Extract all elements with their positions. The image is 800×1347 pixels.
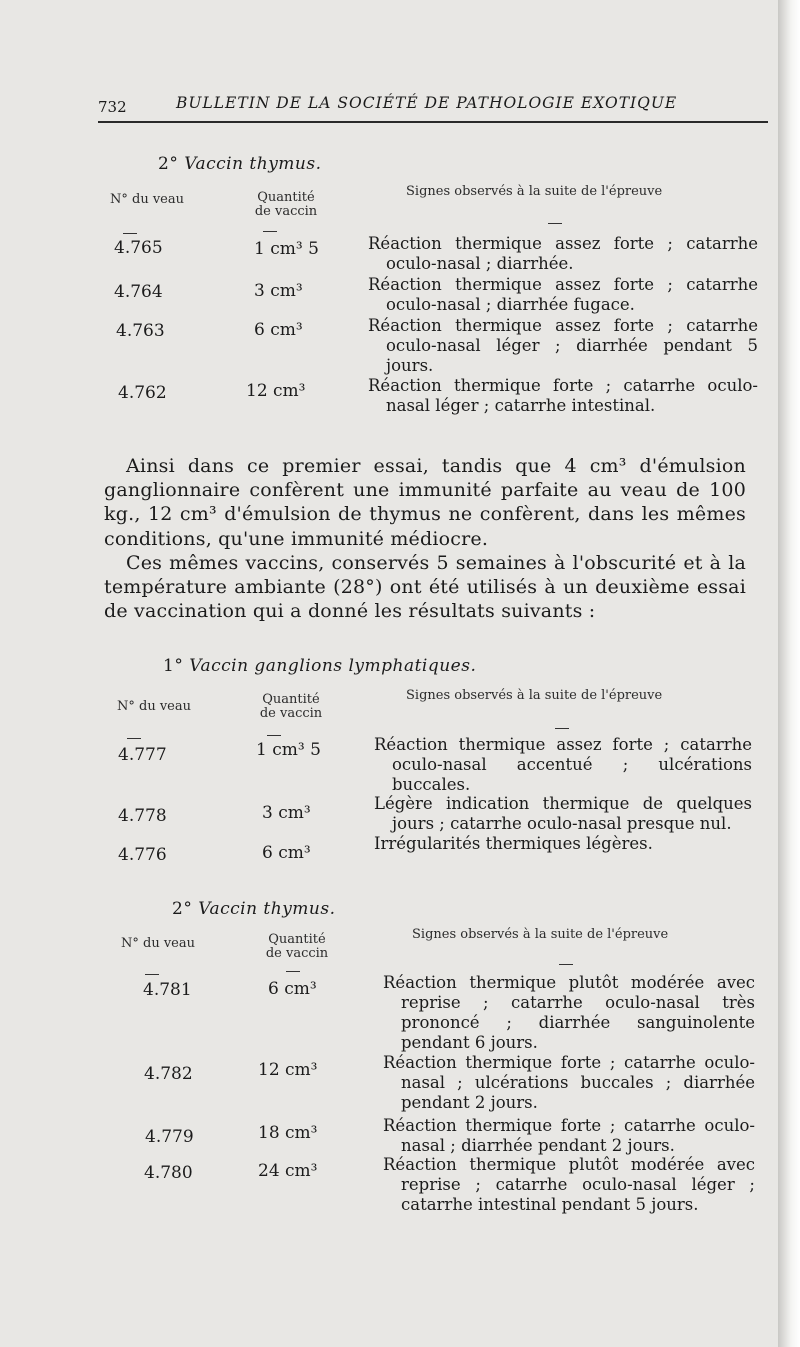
table3-row1-signes: Réaction thermique plutôt modérée avec reprise ; catarrhe oculo-nasal très prononcé ; diarrhée sanguinolente pendant 6 jours. (383, 973, 755, 1052)
table3-row2-signes: Réaction thermique forte ; catarrhe oculo-nasal ; ulcérations buccales ; diarrhée pendant 2 jours. (383, 1053, 755, 1112)
col-dash (559, 964, 573, 965)
table1-row3-signes: Réaction thermique assez forte ; catarrhe oculo-nasal léger ; diarrhée pendant 5 jours. (368, 316, 758, 375)
table3-row4-veau: 4.780 (144, 1163, 193, 1183)
running-header (98, 92, 768, 116)
table2-row2-signes: Légère indication thermique de quelques jours ; catarrhe oculo-nasal presque nul. (374, 794, 752, 833)
table3-row4-quantite: 24 cm³ (258, 1161, 318, 1181)
col-dash (555, 728, 569, 729)
table3-row3-veau: 4.779 (145, 1127, 194, 1147)
table2-row1-signes: Réaction thermique assez forte ; catarrhe oculo-nasal accentué ; ulcérations buccales. (374, 735, 752, 794)
table3-row1-veau: 4.781 (143, 980, 192, 1000)
page-edge (778, 0, 800, 1347)
table3-col-veau: N° du veau (121, 936, 195, 951)
table2-row3-veau: 4.776 (118, 845, 167, 865)
table1-col-veau: N° du veau (110, 192, 184, 207)
table2-row3-signes: Irrégularités thermiques légères. (374, 834, 653, 853)
table1-row4-quantite: 12 cm³ (246, 381, 306, 401)
col-dash (267, 735, 281, 736)
table1-row1-signes: Réaction thermique assez forte ; catarrhe oculo-nasal ; diarrhée. (368, 234, 758, 273)
table1-row2-signes: Réaction thermique assez forte ; catarrhe oculo-nasal ; diarrhée fugace. (368, 275, 758, 314)
col-dash (263, 231, 277, 232)
table1-col-signes: Signes observés à la suite de l'épreuve (406, 184, 663, 199)
table3-row2-quantite: 12 cm³ (258, 1060, 318, 1080)
header-rule (98, 121, 768, 123)
col-dash (548, 223, 562, 224)
table3-col-quantite: Quantité de vaccin (265, 932, 329, 961)
table3-row3-signes: Réaction thermique forte ; catarrhe oculo-nasal ; diarrhée pendant 2 jours. (383, 1116, 755, 1155)
col-dash (123, 233, 137, 234)
table1-row2-veau: 4.764 (114, 282, 163, 302)
table2-col-signes: Signes observés à la suite de l'épreuve (406, 688, 663, 703)
table3-title: 2° Vaccin thymus. (172, 899, 336, 919)
table1-row1-quantite: 1 cm³ 5 (254, 239, 319, 259)
table1-title: 2° Vaccin thymus. (158, 154, 322, 174)
table2-row2-quantite: 3 cm³ (262, 803, 311, 823)
table3-col-signes: Signes observés à la suite de l'épreuve (412, 927, 669, 942)
table1-row2-quantite: 3 cm³ (254, 281, 303, 301)
table1-row3-quantite: 6 cm³ (254, 320, 303, 340)
table3-row3-quantite: 18 cm³ (258, 1123, 318, 1143)
table2-col-veau: N° du veau (117, 699, 191, 714)
paragraph: Ces mêmes vaccins, conservés 5 semaines à l'obscurité et à la température ambiante (28°) ont été utilisés à un deuxième essai de vaccination qui a donné les résultats suivants : (104, 551, 746, 623)
table2-col-quantite: Quantité de vaccin (259, 692, 323, 721)
table2-row1-veau: 4.777 (118, 745, 167, 765)
body-text (104, 454, 746, 623)
table1-row3-veau: 4.763 (116, 321, 165, 341)
col-dash (145, 974, 159, 975)
table1-row4-veau: 4.762 (118, 383, 167, 403)
table3-row1-quantite: 6 cm³ (268, 979, 317, 999)
table1-row1-veau: 4.765 (114, 238, 163, 258)
col-dash (127, 738, 141, 739)
page-number: 732 (98, 98, 127, 116)
table1-col-quantite: Quantité de vaccin (254, 190, 318, 219)
running-title: BULLETIN DE LA SOCIÉTÉ DE PATHOLOGIE EXOTIQUE (176, 94, 678, 112)
paragraph: Ainsi dans ce premier essai, tandis que 4 cm³ d'émulsion ganglionnaire confèrent une immunité parfaite au veau de 100 kg., 12 cm³ d'émulsion de thymus ne confèrent, dans les mêmes conditions, qu'une immunité médiocre. (104, 455, 746, 550)
table2-row1-quantite: 1 cm³ 5 (256, 740, 321, 760)
table3-row2-veau: 4.782 (144, 1064, 193, 1084)
table2-row2-veau: 4.778 (118, 806, 167, 826)
table3-row4-signes: Réaction thermique plutôt modérée avec reprise ; catarrhe oculo-nasal léger ; catarrhe intestinal pendant 5 jours. (383, 1155, 755, 1214)
table2-row3-quantite: 6 cm³ (262, 843, 311, 863)
col-dash (286, 971, 300, 972)
table2-title: 1° Vaccin ganglions lymphatiques. (163, 656, 477, 676)
table1-row4-signes: Réaction thermique forte ; catarrhe oculo-nasal léger ; catarrhe intestinal. (368, 376, 758, 415)
